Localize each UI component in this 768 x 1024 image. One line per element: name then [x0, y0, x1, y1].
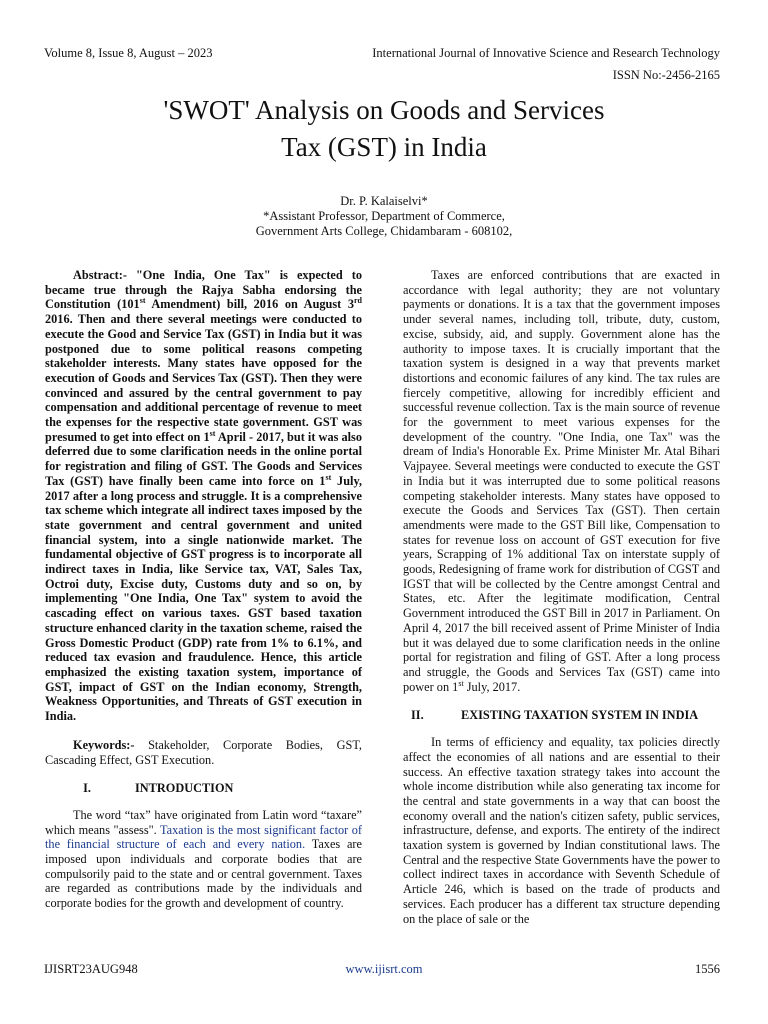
page-number: 1556 — [695, 962, 720, 976]
section-heading-existing-taxation — [403, 708, 720, 723]
abstract-text-5: July, 2017 after a long process and struggle. It is a comprehensive tax scheme which integrate all indirect taxes imposed by the state government and central government and united financial system, into a single nationwide market. The fundamental objective of GST progress is to incorporate all indirect taxes in India, like Service tax, VAT, Sales Tax, Octroi duty, Excise duty, Customs duty and so on, by implementing "One India, One Tax" system to avoid the cascading effect on various taxes. GST based taxation structure enhanced clarity in the taxation scheme, raised the Gross Domestic Product (GDP) rate from 1% to 6.1%, and reduced tax evasion and fraudulence. Hence, this article emphasized the existing taxation system, importance of GST, impact of GST on the Indian economy, Strength, Weakness Opportunities, and Threats of GST execution in India. — [45, 473, 362, 724]
abstract-text-4: April - 2017, but it was also deferred due to some clarification needs in the online portal for registration and filing of GST. The Goods and Services Tax (GST) have finally been came into force on 1 — [45, 429, 362, 488]
keywords-label: Keywords:- — [73, 737, 135, 752]
abstract-text-2: Amendment) bill, 2016 on August 3 — [145, 297, 354, 312]
title-line-2: Tax (GST) in India — [281, 132, 487, 162]
intro-text-1: The word “tax” have originated from Latin word “taxare” which means "assess". — [45, 807, 362, 837]
right-text-1: Taxes are enforced contributions that are exacted in accordance with legal authority; they are not voluntary payments or donations. It is a tax that the government imposes under several names, including toll, tribute, duty, custom, excise, subsidy, aid, and supply. Government alone has the authority to impose taxes. It is crucially important that the taxation system is designed in a way that prevents market distortions and economic failures of any kind. The tax rules are fiercely competitive, allowing for incredibly efficient and successful revenue collection. Tax is the main source of revenue for the government to meet various expenses for the development of the country. "One India, one Tax" was the dream of India's Honorable Ex. Prime Minister Mr. Atal Bihari Vajpayee. Several meetings were conducted to execute the GST in India but it was interrupted due to some political reasons competing stakeholder interests. Many states have opposed to execute the Goods and Services Tax (GST). Then certain amendments were made to the GST Bill like, Compensation to states for revenue loss on account of GST execution for five years, Scrapping of 1% additional Tax on interstate supply of goods, Redesigning of frame work for distribution of CGST and IGST that will be collected by the Centre amongst Central and States, etc. After the legitimate modification, Central Government introduced the GST Bill in 2017 in Parliament. On April 4, 2017 the bill received assent of Prime Minister of India but it was delayed due to some clarification needs in the online portal for registration and filing of GST. After a long process and struggle, the Goods and Services Tax (GST) came into power on 1 — [403, 268, 720, 694]
keywords-text: Stakeholder, Corporate Bodies, GST, Cascading Effect, GST Execution. — [45, 737, 362, 767]
existing-taxation-paragraph: In terms of efficiency and equality, tax policies directly affect the economies of all nations and are essential to their success. An effective taxation strategy takes into account the whole income distribution while also generating tax income for the central and state governments in a way that can boost the economy overall and the nation's citizen safety, public services, infrastructure, defense, and exports. The entirety of the indirect taxation system is governed by Indian constitutional laws. The Central and the respective State Governments have the power to collect indirect taxes in accordance with Seventh Schedule of Article 246, which is based on the trade of products and services. Each producer has a different tax structure depending on the place of sale or the — [403, 735, 720, 926]
author-affiliation-1: *Assistant Professor, Department of Commerce, — [263, 209, 505, 223]
right-text-2: July, 2017. — [463, 679, 521, 694]
tax-definition-paragraph — [403, 268, 720, 694]
section-title: INTRODUCTION — [135, 781, 234, 796]
author-block — [0, 194, 768, 239]
left-column — [45, 268, 362, 911]
intro-text-highlighted: Taxation is the most significant factor of the financial structure of each and every nation. — [45, 822, 362, 852]
introduction-paragraph — [45, 808, 362, 911]
abstract-text-3: 2016. Then and there several meetings were conducted to execute the Good and Service Tax (GST) in India but it was postponed due to some political reasons competing stakeholder interests. Many states have opposed for the execution of Goods and Services Tax (GST). Then they were convinced and assured by the central government to pay compensation and additional percentage of revenue to meet the expenses for the respective state government. GST was presumed to get into effect on 1 — [45, 312, 362, 444]
keywords — [45, 738, 362, 767]
section-heading-introduction — [45, 781, 362, 796]
paper-title — [0, 92, 768, 166]
paper-id: IJISRT23AUG948 — [44, 962, 138, 976]
right-sup: st — [458, 678, 464, 688]
abstract-sup-1: st — [139, 296, 146, 306]
section-number: II. — [411, 708, 424, 723]
author-name: Dr. P. Kalaiselvi* — [340, 194, 428, 208]
abstract-label: Abstract:- — [73, 268, 127, 282]
issn: ISSN No:-2456-2165 — [612, 68, 720, 82]
abstract — [45, 268, 362, 724]
journal-website-link[interactable]: www.ijisrt.com — [345, 962, 423, 976]
journal-name: International Journal of Innovative Science and Research Technology — [372, 46, 720, 60]
title-line-1: 'SWOT' Analysis on Goods and Services — [163, 95, 605, 125]
right-column — [403, 268, 720, 926]
section-title: EXISTING TAXATION SYSTEM IN INDIA — [461, 708, 699, 723]
intro-text-3: Taxes are imposed upon individuals and corporate bodies that are compulsorily paid to the state and or central government. Taxes are regarded as contributions made by the individuals and corporate bodies for the growth and development of country. — [45, 837, 362, 911]
abstract-text-1: "One India, One Tax" is expected to became true through the Rajya Sabha endorsing the Constitution (101 — [45, 268, 362, 312]
author-affiliation-2: Government Arts College, Chidambaram - 608102, — [255, 224, 513, 238]
section-number: I. — [83, 781, 91, 796]
journal-volume: Volume 8, Issue 8, August – 2023 — [44, 46, 213, 60]
abstract-sup-4: st — [325, 472, 332, 482]
abstract-sup-2: rd — [354, 296, 362, 306]
abstract-sup-3: st — [209, 428, 216, 438]
